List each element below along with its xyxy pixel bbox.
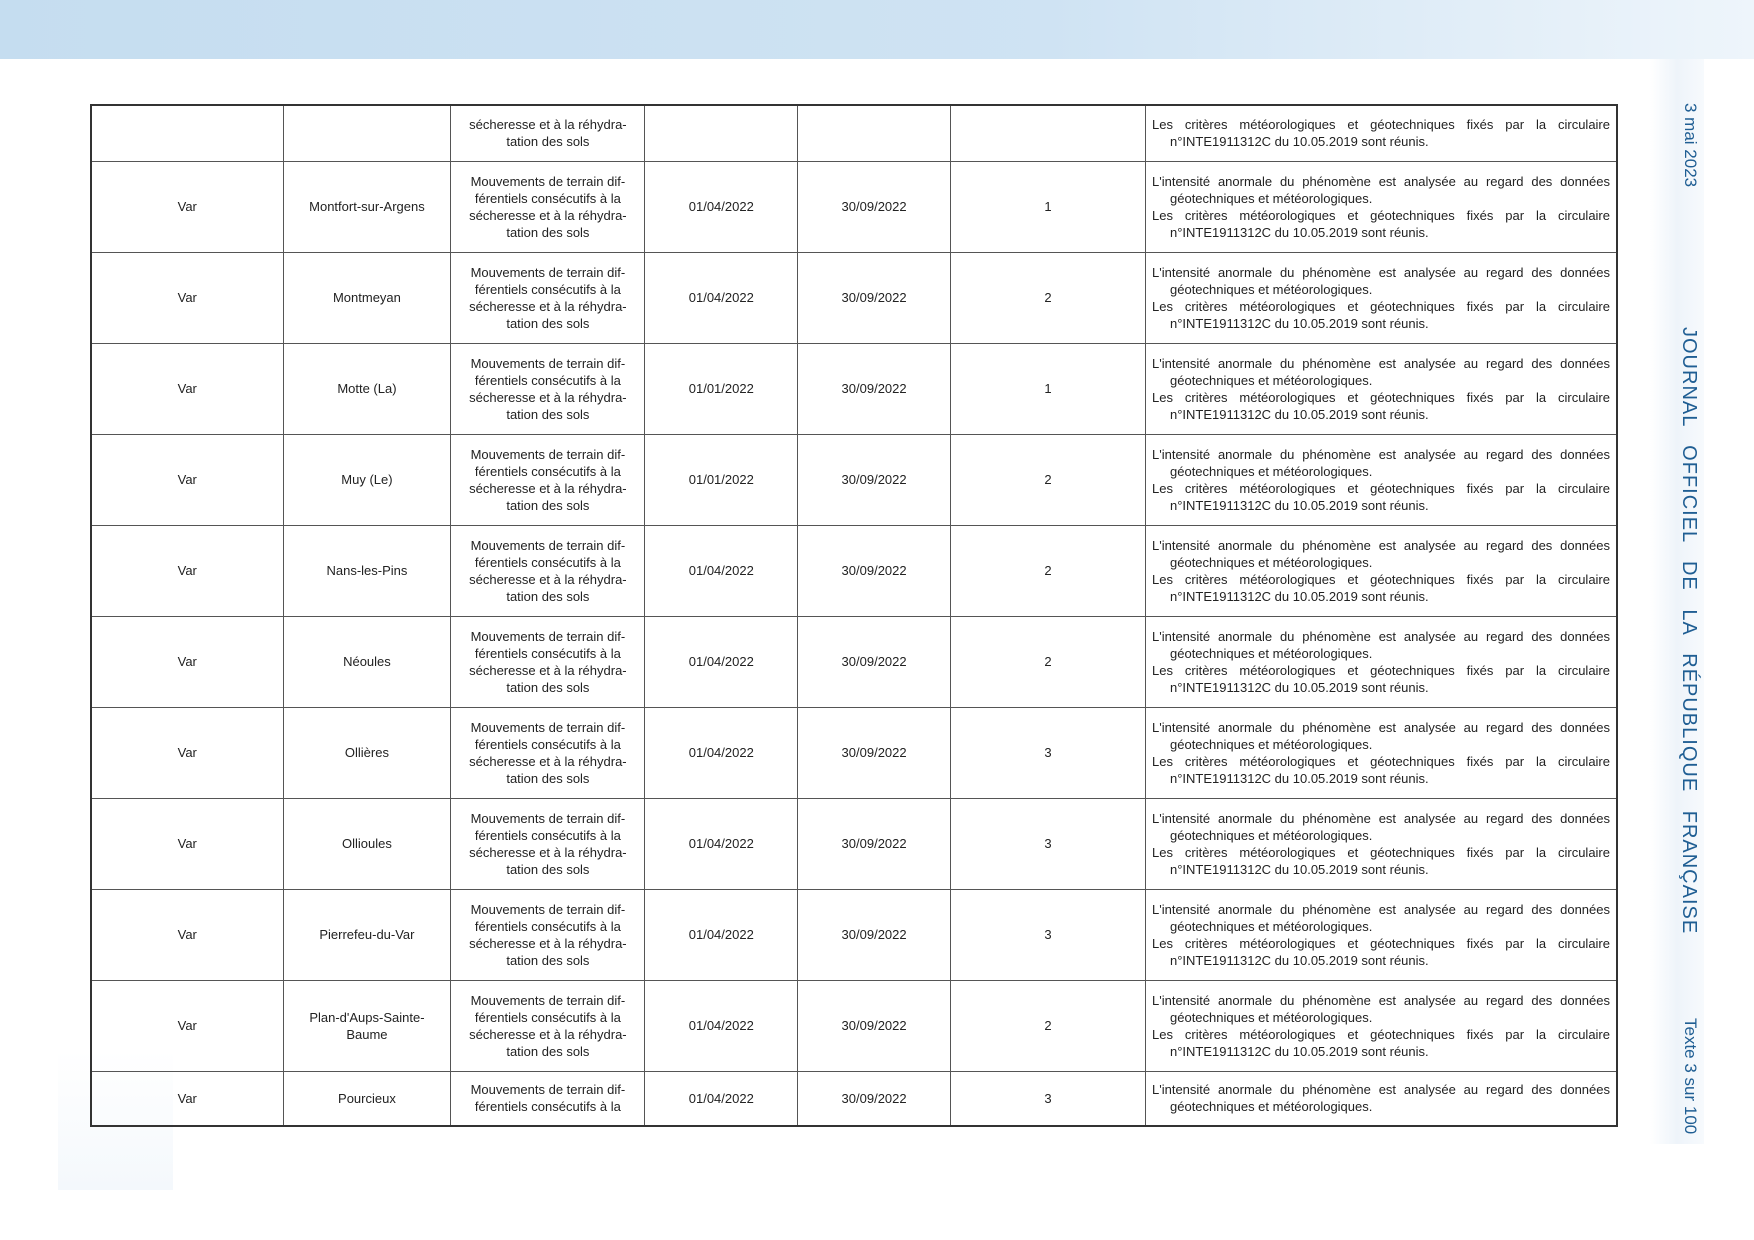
cell-debut — [645, 798, 798, 889]
obs-line: n°INTE1911312C du 10.05.2019 sont réunis. — [1170, 315, 1429, 331]
obs-line: Les critères météorologiques et géotechniques fixés par la circulaire — [1152, 753, 1610, 769]
cell-observations — [1146, 980, 1618, 1071]
valeur-text: 3 — [1044, 927, 1052, 942]
cell-commune — [283, 889, 451, 980]
cell-fin — [798, 252, 951, 343]
cell-observations — [1146, 525, 1618, 616]
table-row — [91, 161, 1617, 252]
cell-departement — [91, 105, 283, 161]
obs-line: géotechniques et météorologiques. — [1170, 645, 1373, 661]
departement-text: Var — [177, 472, 197, 487]
phenomene-line: sécheresse et à la réhydra- — [469, 935, 627, 951]
phenomene-line: Mouvements de terrain dif- — [470, 173, 626, 189]
obs-line: Les critères météorologiques et géotechniques fixés par la circulaire — [1152, 298, 1610, 314]
date-debut: 01/01/2022 — [688, 381, 754, 396]
cell-debut — [645, 616, 798, 707]
valeur-text: 2 — [1044, 290, 1052, 305]
cell-valeur — [950, 616, 1145, 707]
side-journal-text: JOURNAL OFFICIEL DE LA RÉPUBLIQUE FRANÇAISE — [1678, 327, 1700, 935]
cell-valeur — [950, 161, 1145, 252]
departement-text: Var — [177, 1018, 197, 1033]
cell-phenomene — [451, 798, 645, 889]
cell-observations — [1146, 889, 1618, 980]
cell-valeur — [950, 889, 1145, 980]
obs-line: L'intensité anormale du phénomène est analysée au regard des données — [1152, 992, 1610, 1008]
cell-fin — [798, 105, 951, 161]
date-fin: 30/09/2022 — [841, 563, 907, 578]
obs-line: n°INTE1911312C du 10.05.2019 sont réunis. — [1170, 679, 1429, 695]
obs-line: géotechniques et météorologiques. — [1170, 1009, 1373, 1025]
obs-line: géotechniques et météorologiques. — [1170, 918, 1373, 934]
phenomene-line: férentiels consécutifs à la — [474, 554, 621, 570]
departement-text: Var — [177, 199, 197, 214]
obs-line: Les critères météorologiques et géotechniques fixés par la circulaire — [1152, 207, 1610, 223]
phenomene-line: Mouvements de terrain dif- — [470, 264, 626, 280]
obs-line: géotechniques et météorologiques. — [1170, 281, 1373, 297]
cell-phenomene — [451, 343, 645, 434]
date-fin: 30/09/2022 — [841, 381, 907, 396]
cell-departement — [91, 1071, 283, 1126]
cell-commune — [283, 1071, 451, 1126]
valeur-text: 1 — [1044, 199, 1052, 214]
phenomene-line: tation des sols — [506, 861, 590, 877]
valeur-text: 3 — [1044, 745, 1052, 760]
cell-valeur — [950, 434, 1145, 525]
cell-valeur — [950, 1071, 1145, 1126]
date-debut: 01/04/2022 — [688, 745, 754, 760]
cell-commune — [283, 707, 451, 798]
phenomene-line: sécheresse et à la réhydra- — [469, 480, 627, 496]
cell-fin — [798, 434, 951, 525]
phenomene-line: Mouvements de terrain dif- — [470, 628, 626, 644]
cell-departement — [91, 616, 283, 707]
table-row — [91, 252, 1617, 343]
cell-observations — [1146, 105, 1618, 161]
phenomene-line: Mouvements de terrain dif- — [470, 446, 626, 462]
cell-debut — [645, 889, 798, 980]
obs-line: Les critères météorologiques et géotechniques fixés par la circulaire — [1152, 480, 1610, 496]
cell-phenomene — [451, 434, 645, 525]
phenomene-line: tation des sols — [506, 952, 590, 968]
commune-text: Pierrefeu-du-Var — [319, 927, 415, 942]
phenomene-line: férentiels consécutifs à la — [474, 736, 621, 752]
cell-departement — [91, 980, 283, 1071]
cell-phenomene — [451, 616, 645, 707]
obs-line: L'intensité anormale du phénomène est analysée au regard des données — [1152, 1082, 1610, 1098]
phenomene-line: férentiels consécutifs à la — [474, 463, 621, 479]
cell-valeur — [950, 252, 1145, 343]
commune-text: Pourcieux — [338, 1090, 396, 1106]
date-fin: 30/09/2022 — [841, 290, 907, 305]
cell-commune — [283, 798, 451, 889]
cell-commune — [283, 525, 451, 616]
table-row — [91, 434, 1617, 525]
departement-text: Var — [177, 381, 197, 396]
obs-line: L'intensité anormale du phénomène est analysée au regard des données — [1152, 355, 1610, 371]
phenomene-line: Mouvements de terrain dif- — [470, 355, 626, 371]
date-debut: 01/04/2022 — [688, 927, 754, 942]
cell-observations — [1146, 798, 1618, 889]
cell-commune — [283, 616, 451, 707]
obs-line: L'intensité anormale du phénomène est analysée au regard des données — [1152, 446, 1610, 462]
obs-line: géotechniques et météorologiques. — [1170, 1099, 1373, 1115]
obs-line: n°INTE1911312C du 10.05.2019 sont réunis. — [1170, 861, 1429, 877]
commune-text: Ollioules — [342, 836, 392, 851]
obs-line: L'intensité anormale du phénomène est analysée au regard des données — [1152, 537, 1610, 553]
cell-observations — [1146, 707, 1618, 798]
valeur-text: 2 — [1044, 472, 1052, 487]
commune-line: Baume — [346, 1026, 388, 1042]
phenomene-line: férentiels consécutifs à la — [474, 645, 621, 661]
commune-text: Nans-les-Pins — [326, 563, 408, 578]
cell-phenomene — [451, 252, 645, 343]
cell-debut — [645, 161, 798, 252]
commune-text: Motte (La) — [337, 381, 397, 396]
cell-commune — [283, 434, 451, 525]
date-fin: 30/09/2022 — [841, 745, 907, 760]
side-date-text: 3 mai 2023 — [1681, 103, 1700, 188]
valeur-text: 2 — [1044, 654, 1052, 669]
cell-phenomene — [451, 1071, 645, 1126]
cell-fin — [798, 525, 951, 616]
date-debut: 01/04/2022 — [688, 654, 754, 669]
cell-phenomene — [451, 161, 645, 252]
cell-debut — [645, 1071, 798, 1126]
phenomene-line: sécheresse et à la réhydra- — [469, 662, 627, 678]
date-debut: 01/04/2022 — [688, 199, 754, 214]
date-debut: 01/04/2022 — [688, 1090, 754, 1106]
cell-departement — [91, 525, 283, 616]
cell-departement — [91, 434, 283, 525]
phenomene-line: tation des sols — [506, 770, 590, 786]
cell-fin — [798, 798, 951, 889]
phenomene-line: Mouvements de terrain dif- — [470, 901, 626, 917]
phenomene-line: sécheresse et à la réhydra- — [469, 571, 627, 587]
phenomene-line: sécheresse et à la réhydra- — [469, 117, 627, 133]
cell-fin — [798, 980, 951, 1071]
obs-line: L'intensité anormale du phénomène est analysée au regard des données — [1152, 810, 1610, 826]
obs-line: géotechniques et météorologiques. — [1170, 463, 1373, 479]
table-row — [91, 889, 1617, 980]
table-row — [91, 1071, 1617, 1126]
cell-departement — [91, 343, 283, 434]
date-debut: 01/01/2022 — [688, 472, 754, 487]
obs-line: Les critères météorologiques et géotechniques fixés par la circulaire — [1152, 571, 1610, 587]
cell-debut — [645, 105, 798, 161]
date-debut: 01/04/2022 — [688, 1018, 754, 1033]
cell-commune — [283, 161, 451, 252]
cell-debut — [645, 343, 798, 434]
phenomene-line: Mouvements de terrain dif- — [470, 537, 626, 553]
cell-valeur — [950, 798, 1145, 889]
date-fin: 30/09/2022 — [841, 654, 907, 669]
commune-text: Montmeyan — [332, 290, 401, 305]
header-band — [0, 0, 1754, 59]
commune-text: Néoules — [343, 654, 391, 669]
cell-observations — [1146, 161, 1618, 252]
phenomene-line: Mouvements de terrain dif- — [470, 810, 626, 826]
date-fin: 30/09/2022 — [841, 199, 907, 214]
cell-phenomene — [451, 707, 645, 798]
table-row — [91, 525, 1617, 616]
valeur-text: 3 — [1044, 836, 1052, 851]
cell-observations — [1146, 252, 1618, 343]
phenomene-line: férentiels consécutifs à la — [474, 281, 621, 297]
phenomene-line: férentiels consécutifs à la — [474, 1009, 621, 1025]
obs-line: L'intensité anormale du phénomène est analysée au regard des données — [1152, 628, 1610, 644]
phenomene-line: tation des sols — [506, 679, 590, 695]
obs-line: Les critères météorologiques et géotechniques fixés par la circulaire — [1152, 117, 1610, 133]
cell-observations — [1146, 616, 1618, 707]
obs-line: n°INTE1911312C du 10.05.2019 sont réunis. — [1170, 134, 1429, 150]
cell-commune — [283, 252, 451, 343]
table-row — [91, 707, 1617, 798]
obs-line: géotechniques et météorologiques. — [1170, 827, 1373, 843]
departement-text: Var — [177, 745, 197, 760]
date-debut: 01/04/2022 — [688, 563, 754, 578]
obs-line: n°INTE1911312C du 10.05.2019 sont réunis. — [1170, 770, 1429, 786]
phenomene-line: tation des sols — [506, 315, 590, 331]
obs-line: Les critères météorologiques et géotechniques fixés par la circulaire — [1152, 935, 1610, 951]
cell-fin — [798, 616, 951, 707]
phenomene-line: sécheresse et à la réhydra- — [469, 207, 627, 223]
phenomene-line: tation des sols — [506, 1043, 590, 1059]
valeur-text: 3 — [1044, 1090, 1052, 1106]
cell-observations — [1146, 343, 1618, 434]
commune-text: Muy (Le) — [341, 472, 393, 487]
departement-text: Var — [177, 654, 197, 669]
departement-text: Var — [177, 1090, 197, 1106]
obs-line: Les critères météorologiques et géotechniques fixés par la circulaire — [1152, 1026, 1610, 1042]
phenomene-line: sécheresse et à la réhydra- — [469, 298, 627, 314]
cell-debut — [645, 707, 798, 798]
departement-text: Var — [177, 927, 197, 942]
phenomene-line: férentiels consécutifs à la — [474, 827, 621, 843]
cell-phenomene — [451, 980, 645, 1071]
commune-text: Montfort-sur-Argens — [309, 199, 425, 214]
date-debut: 01/04/2022 — [688, 836, 754, 851]
obs-line: n°INTE1911312C du 10.05.2019 sont réunis. — [1170, 952, 1429, 968]
phenomene-line: sécheresse et à la réhydra- — [469, 1026, 627, 1042]
cell-departement — [91, 798, 283, 889]
obs-line: L'intensité anormale du phénomène est analysée au regard des données — [1152, 173, 1610, 189]
obs-line: géotechniques et météorologiques. — [1170, 372, 1373, 388]
valeur-text: 2 — [1044, 563, 1052, 578]
phenomene-line: tation des sols — [506, 588, 590, 604]
cell-phenomene — [451, 525, 645, 616]
obs-line: Les critères météorologiques et géotechniques fixés par la circulaire — [1152, 389, 1610, 405]
date-debut: 01/04/2022 — [688, 290, 754, 305]
cell-debut — [645, 525, 798, 616]
obs-line: Les critères météorologiques et géotechniques fixés par la circulaire — [1152, 662, 1610, 678]
date-fin: 30/09/2022 — [841, 927, 907, 942]
valeur-text: 1 — [1044, 381, 1052, 396]
phenomene-line: Mouvements de terrain dif- — [470, 992, 626, 1008]
obs-line: n°INTE1911312C du 10.05.2019 sont réunis. — [1170, 1043, 1429, 1059]
cell-commune — [283, 343, 451, 434]
cell-valeur — [950, 980, 1145, 1071]
obs-line: L'intensité anormale du phénomène est analysée au regard des données — [1152, 901, 1610, 917]
cell-fin — [798, 343, 951, 434]
cell-departement — [91, 707, 283, 798]
cell-commune — [283, 980, 451, 1071]
table-row — [91, 798, 1617, 889]
side-page-counter-text: Texte 3 sur 100 — [1681, 1018, 1700, 1135]
cell-fin — [798, 889, 951, 980]
cell-phenomene — [451, 105, 645, 161]
phenomene-line: tation des sols — [506, 406, 590, 422]
phenomene-line: férentiels consécutifs à la — [474, 372, 621, 388]
obs-line: géotechniques et météorologiques. — [1170, 736, 1373, 752]
obs-line: L'intensité anormale du phénomène est analysée au regard des données — [1152, 719, 1610, 735]
cell-phenomene — [451, 889, 645, 980]
obs-line: Les critères météorologiques et géotechniques fixés par la circulaire — [1152, 844, 1610, 860]
cell-valeur — [950, 343, 1145, 434]
phenomene-line: Mouvements de terrain dif- — [470, 1082, 626, 1098]
cell-departement — [91, 889, 283, 980]
cell-valeur — [950, 105, 1145, 161]
cell-debut — [645, 252, 798, 343]
phenomene-line: tation des sols — [506, 224, 590, 240]
phenomene-line: sécheresse et à la réhydra- — [469, 389, 627, 405]
arrete-table — [90, 104, 1618, 1127]
phenomene-line: tation des sols — [506, 497, 590, 513]
obs-line: géotechniques et météorologiques. — [1170, 190, 1373, 206]
cell-fin — [798, 161, 951, 252]
obs-line: géotechniques et météorologiques. — [1170, 554, 1373, 570]
phenomene-line: férentiels consécutifs à la — [474, 918, 621, 934]
obs-line: L'intensité anormale du phénomène est analysée au regard des données — [1152, 264, 1610, 280]
commune-line: Plan-d'Aups-Sainte- — [309, 1009, 425, 1025]
table-row — [91, 105, 1617, 161]
obs-line: n°INTE1911312C du 10.05.2019 sont réunis. — [1170, 406, 1429, 422]
table-row — [91, 980, 1617, 1071]
phenomene-line: férentiels consécutifs à la — [474, 190, 621, 206]
obs-line: n°INTE1911312C du 10.05.2019 sont réunis. — [1170, 588, 1429, 604]
cell-observations — [1146, 1071, 1618, 1126]
date-fin: 30/09/2022 — [841, 1090, 907, 1106]
phenomene-line: sécheresse et à la réhydra- — [469, 844, 627, 860]
cell-fin — [798, 1071, 951, 1126]
departement-text: Var — [177, 836, 197, 851]
phenomene-line: tation des sols — [506, 134, 590, 150]
cell-departement — [91, 161, 283, 252]
obs-line: n°INTE1911312C du 10.05.2019 sont réunis. — [1170, 224, 1429, 240]
cell-observations — [1146, 434, 1618, 525]
date-fin: 30/09/2022 — [841, 836, 907, 851]
table-row — [91, 616, 1617, 707]
date-fin: 30/09/2022 — [841, 472, 907, 487]
cell-debut — [645, 434, 798, 525]
phenomene-line: férentiels consécutifs à la — [474, 1099, 621, 1115]
cell-commune — [283, 105, 451, 161]
cell-valeur — [950, 707, 1145, 798]
departement-text: Var — [177, 563, 197, 578]
table-row — [91, 343, 1617, 434]
cell-debut — [645, 980, 798, 1071]
date-fin: 30/09/2022 — [841, 1018, 907, 1033]
departement-text: Var — [177, 290, 197, 305]
phenomene-line: sécheresse et à la réhydra- — [469, 753, 627, 769]
valeur-text: 2 — [1044, 1018, 1052, 1033]
cell-fin — [798, 707, 951, 798]
commune-text: Ollières — [344, 745, 389, 760]
cell-valeur — [950, 525, 1145, 616]
obs-line: n°INTE1911312C du 10.05.2019 sont réunis. — [1170, 497, 1429, 513]
phenomene-line: Mouvements de terrain dif- — [470, 719, 626, 735]
cell-departement — [91, 252, 283, 343]
